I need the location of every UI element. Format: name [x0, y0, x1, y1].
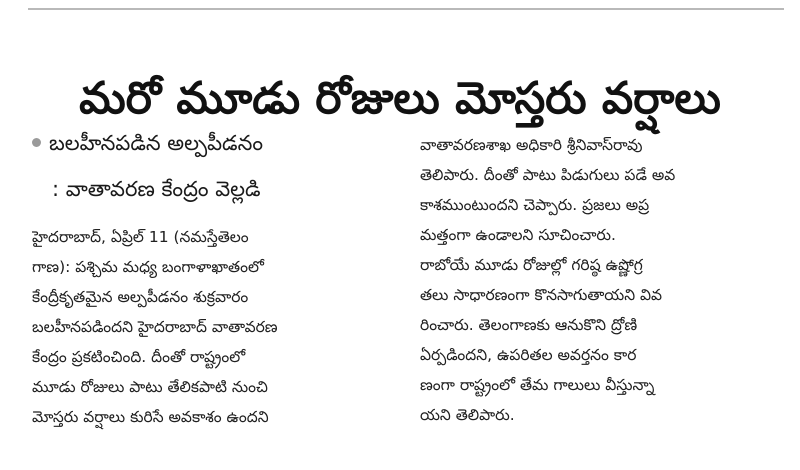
body-line: ఏర్పడిందని, ఉపరితల అవర్తనం కార [420, 346, 637, 364]
article-headline: మరో మూడు రోజులు మోస్తరు వర్షాలు [79, 73, 721, 125]
body-line: కేంద్రం ప్రకటించింది. దీంతో రాష్ట్రంలో [32, 348, 246, 366]
body-line: రాబోయే మూడు రోజుల్లో గరిష్ఠ ఉష్ణోగ్ర [420, 256, 643, 274]
subhead-bullet-1 [32, 126, 402, 160]
body-line: బలహీనపడిందని హైదరాబాద్ వాతావరణ [32, 318, 278, 336]
article-right-column [420, 130, 782, 430]
article-left-column [32, 222, 392, 432]
body-line: గాణ): పశ్చిమ మధ్య బంగాళాఖాతంలో [32, 258, 264, 276]
body-line: యని తెలిపారు. [420, 406, 515, 424]
body-line: ణంగా రాష్ట్రంలో తేమ గాలులు వీస్తున్నా [420, 376, 655, 394]
body-line: హైదరాబాద్, ఏప్రిల్ 11 (నమస్తేతెలం [32, 228, 249, 246]
body-line: మత్తంగా ఉండాలని సూచించారు. [420, 226, 616, 244]
subhead-text-2: : వాతావరణ కేంద్రం వెల్లడి [52, 177, 261, 201]
body-line: కాశముంటుందని చెప్పారు. ప్రజలు అప్ర [420, 196, 650, 214]
body-line: వాతావరణశాఖ అధికారి శ్రీనివాస్‌రావు [420, 136, 643, 154]
top-divider-rule [28, 8, 784, 10]
bullet-dot-icon [32, 138, 41, 147]
body-line: కేంద్రీకృతమైన అల్పపీడనం శుక్రవారం [32, 288, 249, 306]
subhead-bullet-2 [52, 172, 422, 206]
body-line: మూడు రోజులు పాటు తేలికపాటి నుంచి [32, 378, 268, 396]
body-line: రించారు. తెలంగాణకు ఆనుకొని ద్రోణి [420, 316, 638, 334]
subhead-text-1: బలహీనపడిన అల్పపీడనం [49, 131, 263, 155]
body-line: తలు సాధారణంగా కొనసాగుతాయని వివ [420, 286, 663, 304]
body-line: మోస్తరు వర్షాలు కురిసే అవకాశం ఉందని [32, 408, 269, 426]
body-line: తెలిపారు. దీంతో పాటు పిడుగులు పడే అవ [420, 166, 676, 184]
